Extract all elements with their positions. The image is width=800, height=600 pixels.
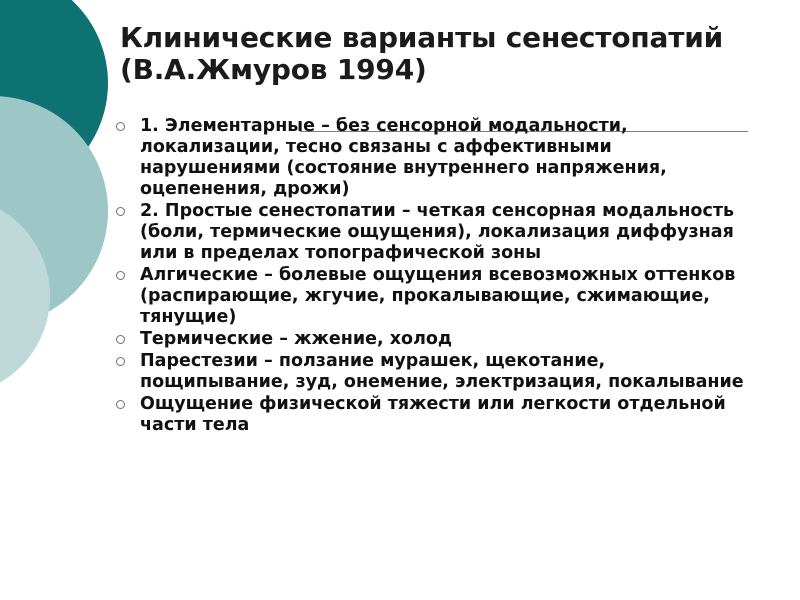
list-item <box>110 351 750 393</box>
list-item-text: 2. Простые сенестопатии – четкая сенсорная модальность (боли, термические ощущения), локализация диффузная или в пределах топографической зоны <box>140 201 735 263</box>
list-item-text: 1. Элементарные – без сенсорной модальности, локализации, тесно связаны с аффективными нарушениями (состояние внутреннего напряжения, оцепенения, дрожи) <box>140 116 667 199</box>
bullet-circle-icon <box>116 335 125 344</box>
decorative-circle-dark-icon <box>0 0 108 196</box>
bullet-circle-icon <box>116 400 125 409</box>
bullet-list <box>110 116 750 437</box>
bullet-circle-icon <box>116 271 125 280</box>
list-item <box>110 201 750 264</box>
list-item-text: Алгические – болевые ощущения всевозможных оттенков (распирающие, жгучие, прокалывающие, сжимающие, тянущие) <box>140 265 736 327</box>
list-item <box>110 265 750 328</box>
list-item <box>110 394 750 436</box>
list-item-text: Ощущение физической тяжести или легкости отдельной части тела <box>140 394 726 435</box>
decorative-circle-pale-icon <box>0 196 50 396</box>
decorative-circle-light-icon <box>0 96 108 326</box>
list-item-text: Термические – жжение, холод <box>140 329 453 349</box>
bullet-circle-icon <box>116 122 125 131</box>
bullet-circle-icon <box>116 207 125 216</box>
slide-title: Клинические варианты сенестопатий (В.А.Жмуров 1994) <box>120 21 724 87</box>
bullet-circle-icon <box>116 357 125 366</box>
list-item <box>110 116 750 200</box>
list-item <box>110 329 750 350</box>
list-item-text: Парестезии – ползание мурашек, щекотание, пощипывание, зуд, онемение, электризация, покалывание <box>140 351 744 392</box>
